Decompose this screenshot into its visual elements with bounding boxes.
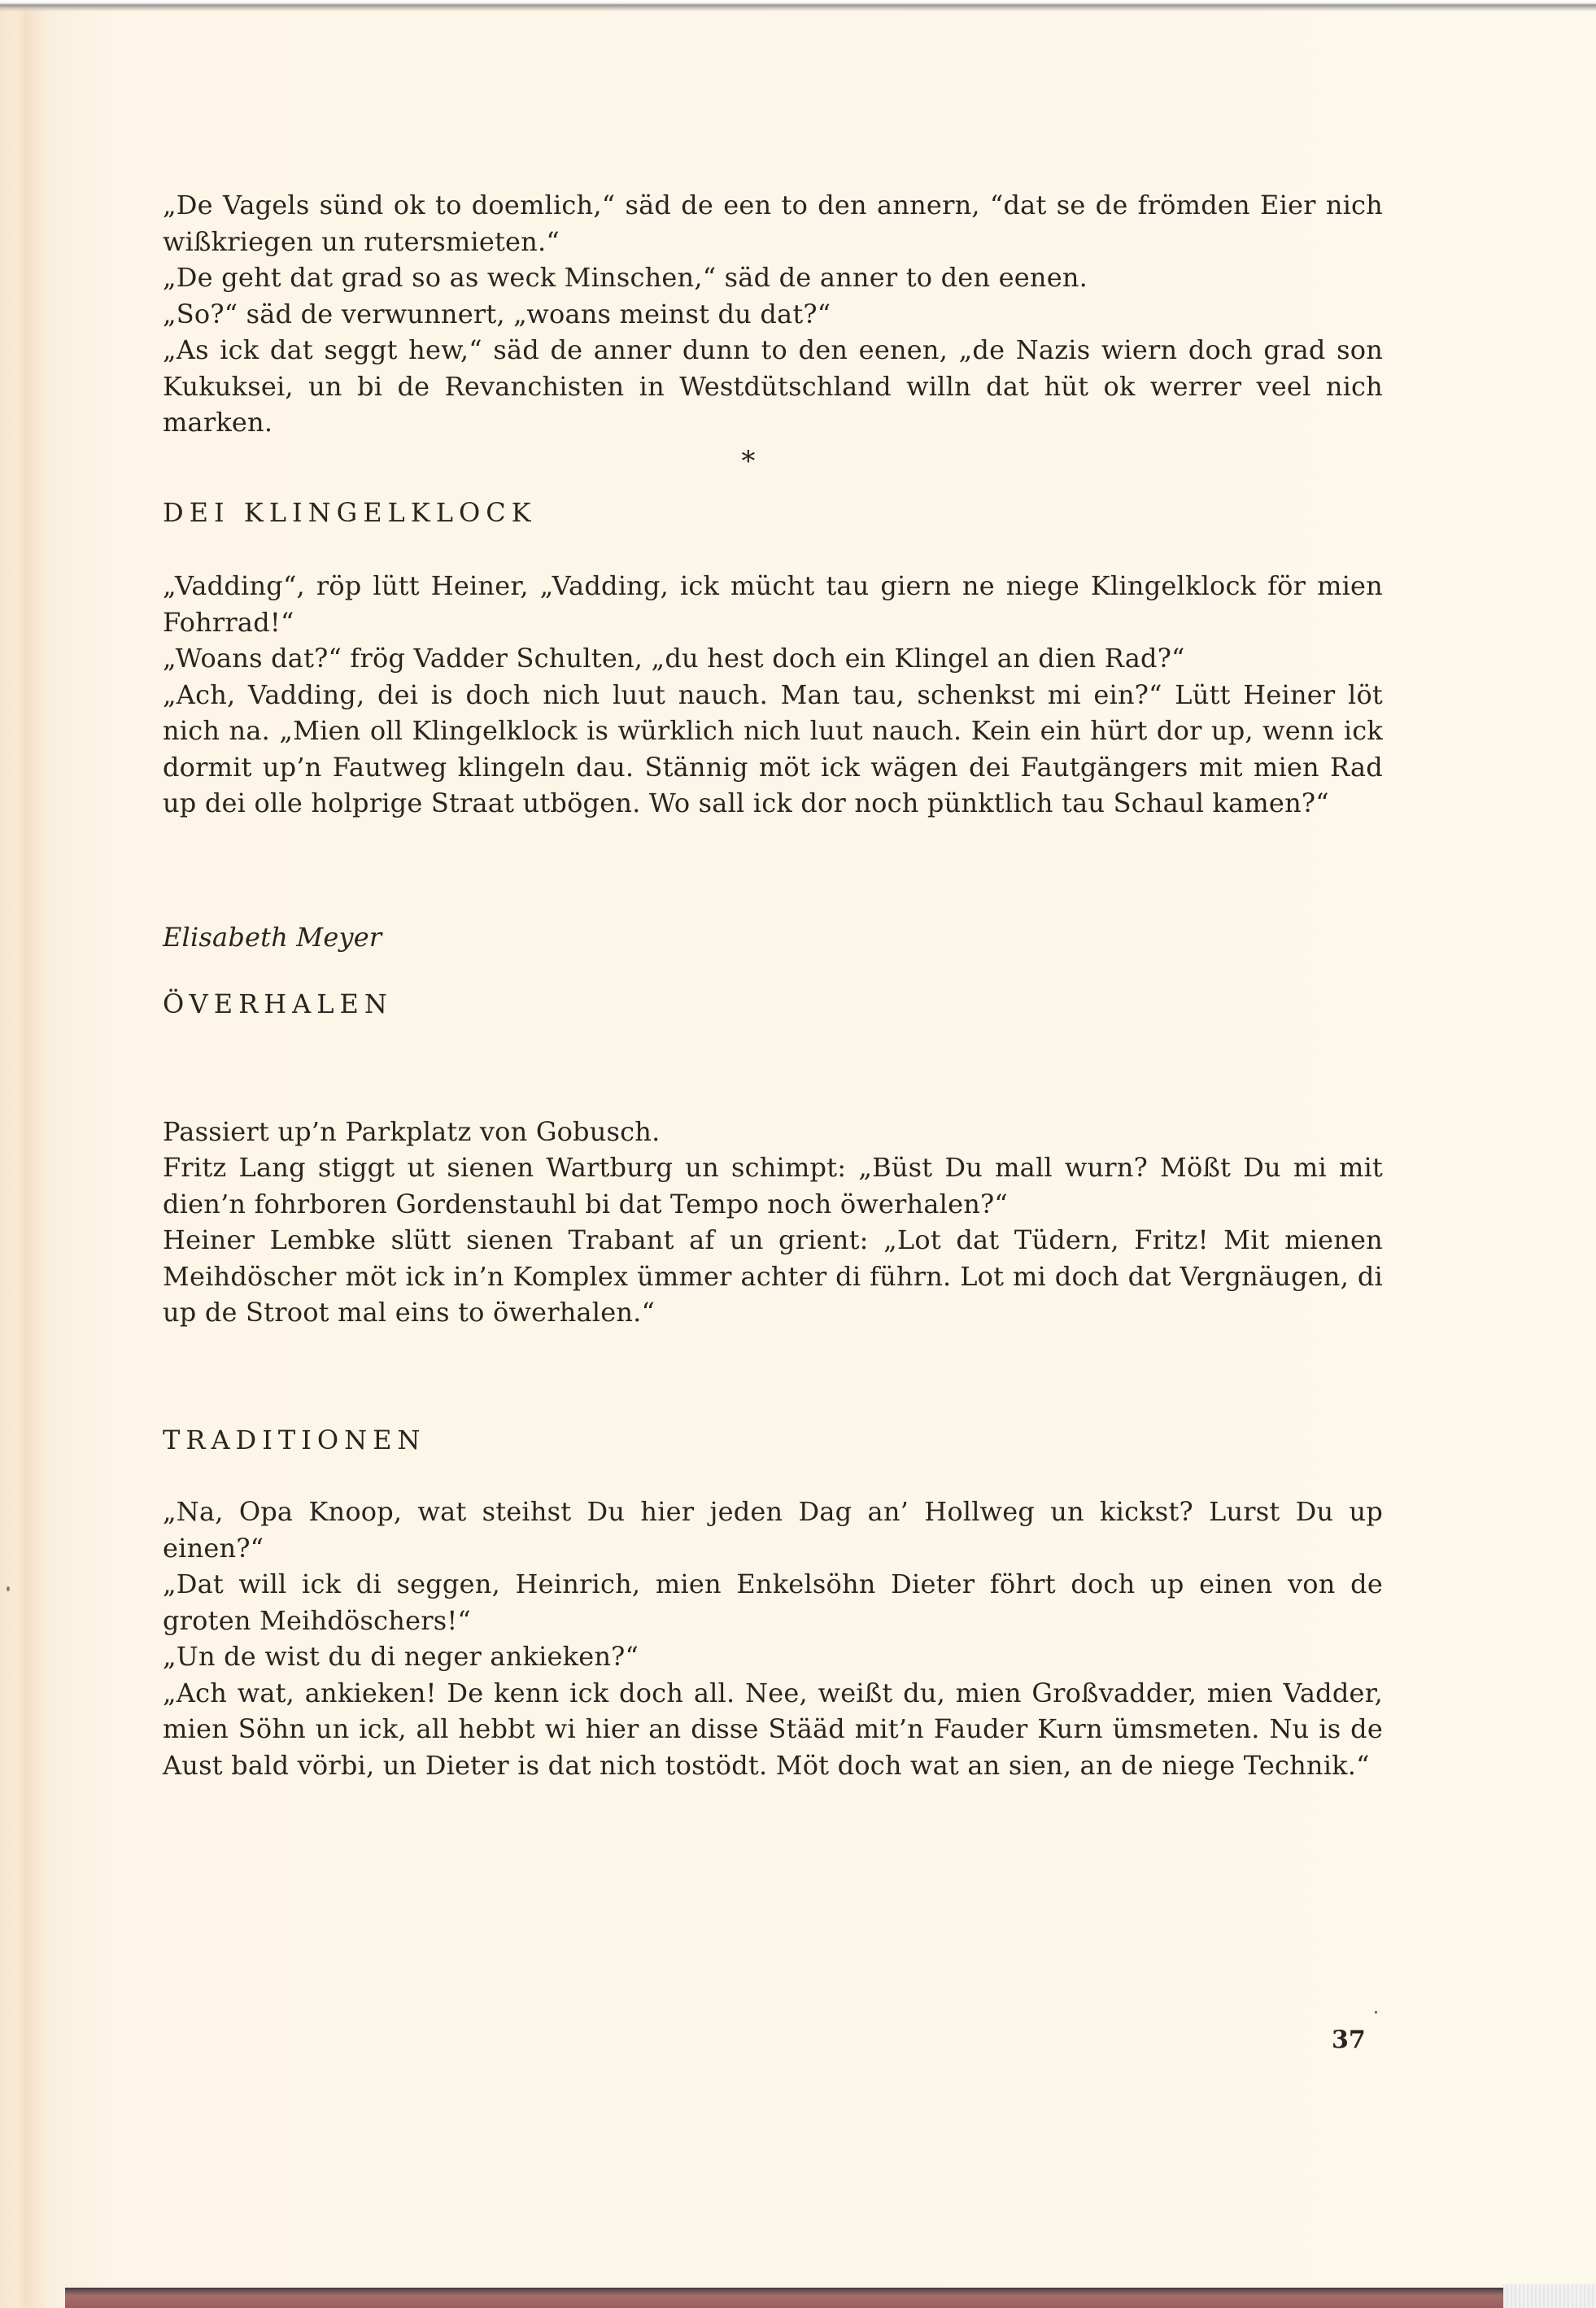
paragraph: Heiner Lembke slütt sienen Trabant af un grient: „Lot dat Tüdern, Fritz! Mit mienen Meihdöscher möt ick in’n Komplex ümmer achter di führn. Lot mi doch dat Vergnäugen, di up de Stroot mal eins to öwerhalen.“: [163, 1224, 1383, 1328]
section-heading: ÖVERHALEN: [163, 988, 393, 1019]
intro-section: [163, 187, 1383, 482]
paragraph: „As ick dat seggt hew,“ säd de anner dunn to den eenen, „de Nazis wiern doch grad son Kukuksei, un bi de Revanchisten in Westdütschland willn dat hüt ok werrer veel nich marken.: [163, 334, 1383, 438]
paragraph: Passiert up’n Parkplatz von Gobusch.: [163, 1115, 661, 1147]
overhalen-section: [163, 986, 1383, 1331]
paragraph: Fritz Lang stiggt ut sienen Wartburg un schimpt: „Büst Du mall wurn? Mößt Du mi mit dien’n fohrboren Gordenstauhl bi dat Tempo noch öwerhalen?“: [163, 1152, 1383, 1219]
paragraph: „Un de wist du di neger ankieken?“: [163, 1641, 639, 1672]
paragraph: „So?“ säd de verwunnert, „woans meinst du dat?“: [163, 298, 831, 329]
paragraph: „De geht dat grad so as weck Minschen,“ säd de anner to den eenen.: [163, 262, 1088, 293]
section-heading: DEI KLINGELKLOCK: [163, 496, 537, 528]
book-cover-edge: [65, 2288, 1596, 2308]
section-heading: TRADITIONEN: [163, 1424, 426, 1455]
paragraph: „Ach, Vadding, dei is doch nich luut nauch. Man tau, schenkst mi ein?“ Lütt Heiner löt nich na. „Mien oll Klingelklock is würklich nich luut nauch. Kein ein hürt dor up, wenn ick dormit up’n Fautweg klingeln dau. Stännig möt ick wägen dei Fautgängers mit mien Rad up dei olle holprige Straat utbögen. Wo sall ick dor noch pünktlich tau Schaul kamen?“: [163, 678, 1383, 818]
paragraph: „Woans dat?“ frög Vadder Schulten, „du hest doch ein Klingel an dien Rad?“: [163, 643, 1185, 674]
traditionen-section: [163, 1422, 1383, 1784]
klingelklock-section: [163, 495, 1383, 822]
page-top-edge: [0, 0, 1596, 11]
paragraph: „Vadding“, röp lütt Heiner, „Vadding, ick mücht tau giern ne niege Klingelklock för mien Fohrrad!“: [163, 570, 1383, 638]
paragraph: „Dat will ick di seggen, Heinrich, mien Enkelsöhn Dieter föhrt doch up einen von de groten Meihdöschers!“: [163, 1568, 1383, 1636]
paper-speck: [7, 1586, 10, 1591]
section-separator: *: [741, 444, 756, 478]
paragraph: „Na, Opa Knoop, wat steihst Du hier jeden Dag an’ Hollweg un kickst? Lurst Du up einen?“: [163, 1496, 1383, 1564]
paragraph: „Ach wat, ankieken! De kenn ick doch all. Nee, weißt du, mien Großvadder, mien Vadder, mien Söhn un ick, all hebbt wi hier an disse Stääd mit’n Fauder Kurn ümsmeten. Nu is de Aust bald vörbi, un Dieter is dat nich tostödt. Möt doch wat an sien, an de niege Technik.“: [163, 1677, 1383, 1781]
page-number: 37: [1332, 2026, 1366, 2054]
page-content: [163, 187, 1383, 1783]
paragraph: „De Vagels sünd ok to doemlich,“ säd de een to den annern, “dat se de frömden Eier nich wißkriegen un rutersmieten.“: [163, 190, 1383, 257]
author-name: Elisabeth Meyer: [163, 921, 382, 953]
scanner-edge: [1503, 2284, 1596, 2308]
paper-speck: [1375, 2011, 1377, 2014]
